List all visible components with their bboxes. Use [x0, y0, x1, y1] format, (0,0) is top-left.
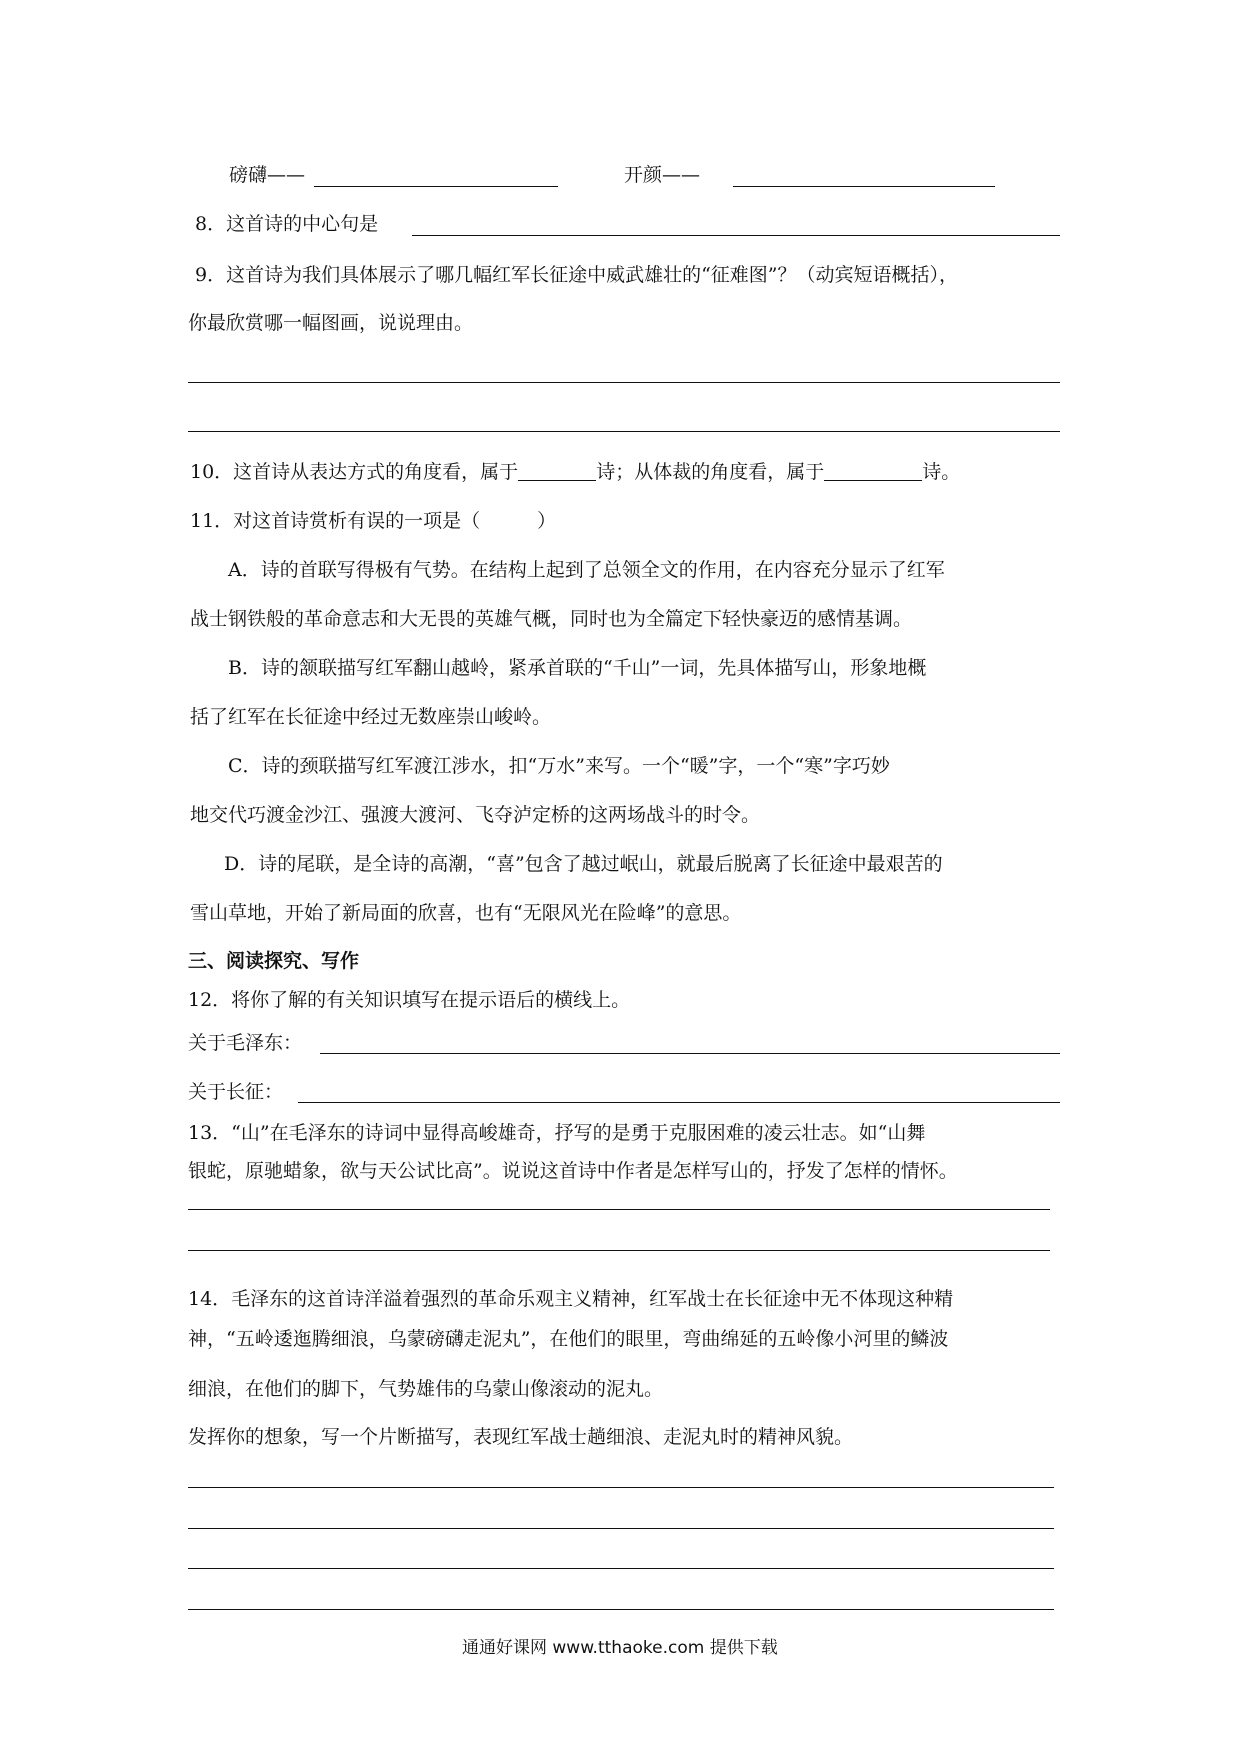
- option-c-line-2: 地交代巧渡金沙江、强渡大渡河、飞夺泸定桥的这两场战斗的时令。: [190, 804, 761, 826]
- answer-line-q9-1[interactable]: [188, 382, 1060, 383]
- answer-line-changzheng[interactable]: [298, 1102, 1060, 1103]
- answer-line-q9-2[interactable]: [188, 431, 1060, 432]
- option-a-line-1: A．诗的首联写得极有气势。在结构上起到了总领全文的作用，在内容充分显示了红军: [228, 559, 945, 581]
- option-c-line-1: C．诗的颈联描写红军渡江涉水，扣“万水”来写。一个“暖”字，一个“寒”字巧妙: [228, 755, 890, 777]
- answer-line-q14-4[interactable]: [188, 1609, 1054, 1610]
- option-d-line-2: 雪山草地，开始了新局面的欣喜，也有“无限风光在险峰”的意思。: [190, 902, 742, 924]
- label-about-changzheng: 关于长征：: [188, 1081, 284, 1103]
- answer-line-q14-2[interactable]: [188, 1528, 1054, 1529]
- answer-blank-q10-1[interactable]: [518, 462, 596, 481]
- question-10-part-3: 诗。: [922, 461, 961, 483]
- question-13-line-2: 银蛇，原驰蜡象，欲与天公试比高”。说说这首诗中作者是怎样写山的，抒发了怎样的情怀。: [188, 1160, 958, 1182]
- answer-blank-q10-2[interactable]: [824, 462, 922, 481]
- question-13-line-1: 13．“山”在毛泽东的诗词中显得高峻雄奇，抒写的是勇于克服困难的凌云壮志。如“山舞: [188, 1122, 926, 1144]
- question-8-text: 8．这首诗的中心句是: [195, 213, 379, 235]
- question-14-line-4: 发挥你的想象，写一个片断描写，表现红军战士趟细浪、走泥丸时的精神风貌。: [188, 1426, 854, 1448]
- question-10-part-1: 10．这首诗从表达方式的角度看，属于: [190, 461, 519, 483]
- answer-line-mao[interactable]: [320, 1053, 1060, 1054]
- question-12-stem: 12．将你了解的有关知识填写在提示语后的横线上。: [188, 989, 631, 1011]
- answer-line-q14-1[interactable]: [188, 1487, 1054, 1488]
- vocab-word-2: 开颜——: [624, 164, 701, 186]
- question-9-line-1: 9．这首诗为我们具体展示了哪几幅红军长征途中威武雄壮的“征难图”？（动宾短语概括），: [195, 264, 959, 286]
- answer-line-q13-2[interactable]: [188, 1250, 1050, 1251]
- answer-line-q8[interactable]: [412, 235, 1060, 236]
- option-b-line-2: 括了红军在长征途中经过无数座崇山峻岭。: [190, 706, 552, 728]
- question-14-line-1: 14．毛泽东的这首诗洋溢着强烈的革命乐观主义精神，红军战士在长征途中无不体现这种精: [188, 1288, 954, 1310]
- question-10-part-2: 诗；从体裁的角度看，属于: [596, 461, 825, 483]
- option-d-line-1: D．诗的尾联，是全诗的高潮，“喜”包含了越过岷山，就最后脱离了长征途中最艰苦的: [224, 853, 943, 875]
- option-a-line-2: 战士钢铁般的革命意志和大无畏的英雄气概，同时也为全篇定下轻快豪迈的感情基调。: [190, 608, 913, 630]
- question-9-line-2: 你最欣赏哪一幅图画，说说理由。: [188, 312, 474, 334]
- answer-line-q13-1[interactable]: [188, 1209, 1050, 1210]
- question-10-text: [190, 459, 960, 485]
- vocab-word-1: 磅礴——: [229, 164, 306, 186]
- answer-line-word-2[interactable]: [733, 186, 995, 187]
- question-14-line-2: 神，“五岭逶迤腾细浪，乌蒙磅礴走泥丸”，在他们的眼里，弯曲绵延的五岭像小河里的鳞波: [188, 1328, 949, 1350]
- footer-source: 通通好课网 www.tthaoke.com 提供下载: [462, 1638, 778, 1658]
- answer-line-word-1[interactable]: [314, 186, 558, 187]
- section-3-title: 三、阅读探究、写作: [188, 950, 360, 972]
- option-b-line-1: B．诗的颔联描写红军翻山越岭，紧承首联的“千山”一词，先具体描写山，形象地概: [228, 657, 927, 679]
- answer-line-q14-3[interactable]: [188, 1568, 1054, 1569]
- question-14-line-3: 细浪，在他们的脚下，气势雄伟的乌蒙山像滚动的泥丸。: [188, 1378, 664, 1400]
- label-about-mao: 关于毛泽东：: [188, 1032, 303, 1054]
- question-11-stem: 11．对这首诗赏析有误的一项是（ ）: [190, 510, 557, 532]
